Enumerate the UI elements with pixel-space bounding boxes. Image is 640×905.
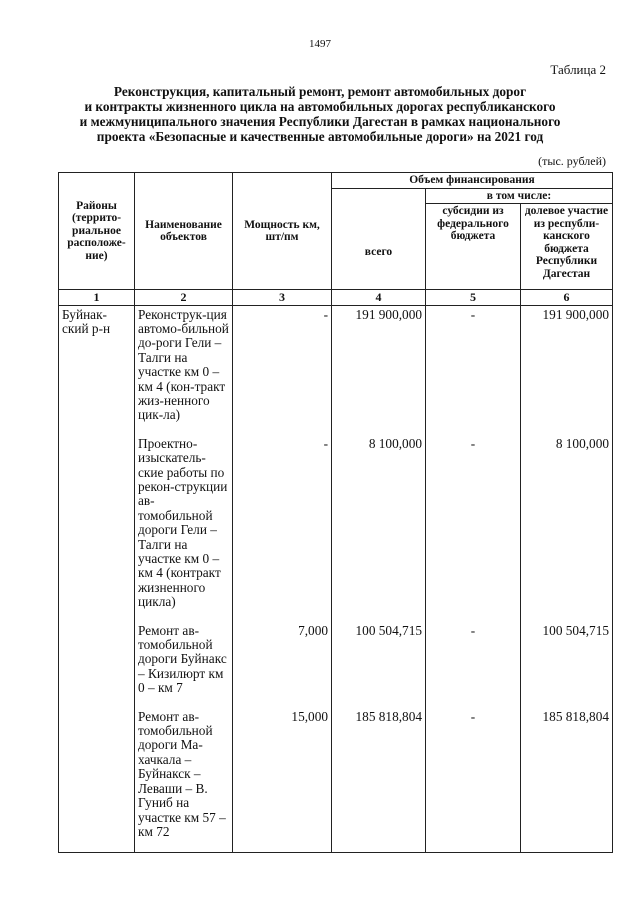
- table-row: [59, 305, 613, 436]
- header-funding: Объем финансирования: [332, 173, 613, 189]
- header-district: Районы (террито-риальное расположе-ние): [59, 173, 135, 290]
- object-name-cell: Реконструк-ция автомо-бильной до-роги Гели – Талги на участке км 0 – км 4 (кон-тракт жиз-ненного цик-ла): [135, 305, 233, 436]
- header-capacity: Мощность км, шт/пм: [233, 173, 332, 290]
- document-title: [40, 84, 600, 144]
- header-object-name: Наименование объектов: [135, 173, 233, 290]
- column-number: 1: [59, 290, 135, 306]
- header-republic: долевое участие из республи-канского бюджета Республики Дагестан: [521, 204, 613, 290]
- object-name-cell: Проектно-изыскатель-ские работы по рекон-струкции ав-томобильной дороги Гели – Талги на участке км 0 – км 4 (контракт жизненного цикла): [135, 436, 233, 623]
- table-row: [59, 623, 613, 709]
- capacity-cell: 15,000: [233, 709, 332, 853]
- republic-cell: 185 818,804: [521, 709, 613, 853]
- federal-cell: -: [426, 436, 521, 623]
- capacity-cell: -: [233, 436, 332, 623]
- title-line: проекта «Безопасные и качественные автомобильные дороги» на 2021 год: [96, 129, 544, 144]
- title-line: и контракты жизненного цикла на автомобильных дорогах республиканского: [84, 99, 556, 114]
- table-row: [59, 436, 613, 623]
- column-number: 2: [135, 290, 233, 306]
- object-name-cell: Ремонт ав-томобильной дороги Буйнакс – Кизилюрт км 0 – км 7: [135, 623, 233, 709]
- capacity-cell: 7,000: [233, 623, 332, 709]
- header-total: всего: [332, 188, 426, 290]
- header-including: в том числе:: [426, 188, 613, 204]
- column-number: 6: [521, 290, 613, 306]
- republic-cell: 100 504,715: [521, 623, 613, 709]
- column-number: 4: [332, 290, 426, 306]
- column-number: 3: [233, 290, 332, 306]
- federal-cell: -: [426, 623, 521, 709]
- total-cell: 100 504,715: [332, 623, 426, 709]
- district-cell: Буйнак-ский р-н: [59, 305, 135, 436]
- column-number: 5: [426, 290, 521, 306]
- page-number: 1497: [309, 38, 331, 50]
- title-line: и межмуниципального значения Республики Дагестан в рамках национального: [79, 114, 561, 129]
- financing-table: [58, 172, 613, 853]
- federal-cell: -: [426, 305, 521, 436]
- total-cell: 185 818,804: [332, 709, 426, 853]
- header-federal: субсидии из федерального бюджета: [426, 204, 521, 290]
- federal-cell: -: [426, 709, 521, 853]
- district-cell: [59, 623, 135, 709]
- units-label: (тыс. рублей): [538, 154, 606, 168]
- total-cell: 191 900,000: [332, 305, 426, 436]
- republic-cell: 191 900,000: [521, 305, 613, 436]
- republic-cell: 8 100,000: [521, 436, 613, 623]
- table-row: [59, 709, 613, 853]
- district-cell: [59, 436, 135, 623]
- capacity-cell: -: [233, 305, 332, 436]
- table-label: Таблица 2: [550, 62, 606, 77]
- object-name-cell: Ремонт ав-томобильной дороги Ма-хачкала – Буйнакск – Леваши – В. Гуниб на участке км 57 – км 72: [135, 709, 233, 853]
- total-cell: 8 100,000: [332, 436, 426, 623]
- title-line: Реконструкция, капитальный ремонт, ремонт автомобильных дорог: [113, 84, 527, 99]
- district-cell: [59, 709, 135, 853]
